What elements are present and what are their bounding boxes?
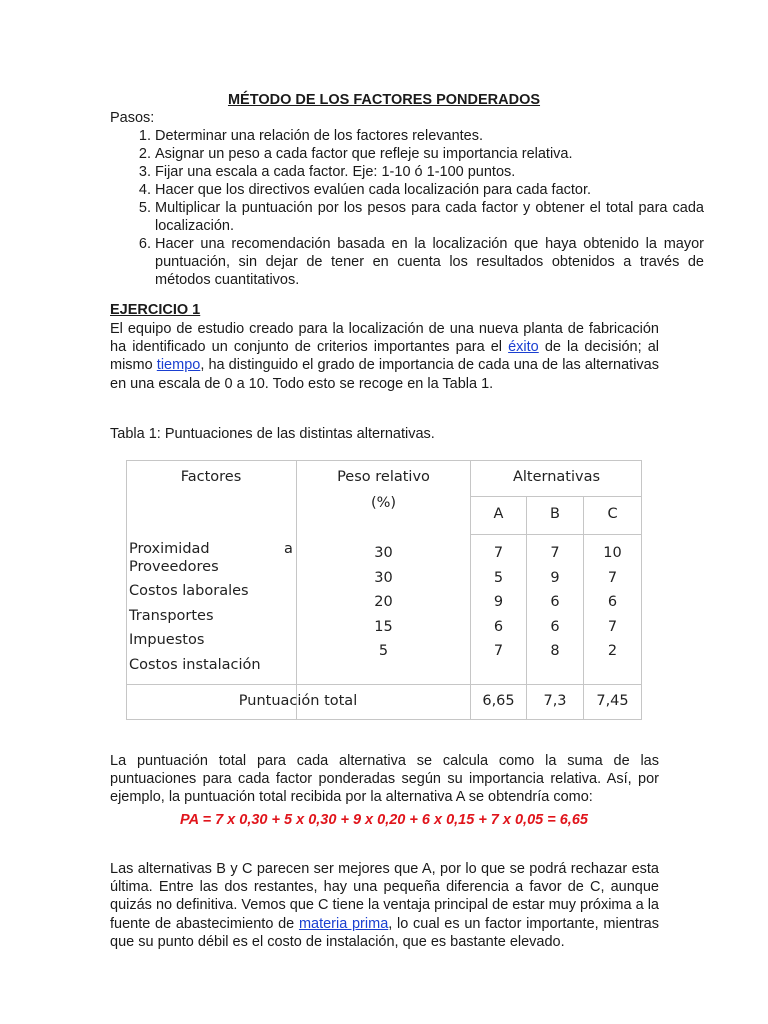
weight-value: 30 <box>374 569 393 586</box>
header-alt-a: A <box>493 506 504 522</box>
factor-name: Transportes <box>129 608 214 624</box>
score-b: 6 <box>550 618 560 635</box>
factor-name-part: Proveedores <box>129 559 219 575</box>
weight-value: 30 <box>374 545 393 561</box>
header-peso: Peso relativo <box>337 469 430 485</box>
score-b: 9 <box>550 569 560 586</box>
paragraph-text: , ha distinguido el grado de importancia de cada una de las alternativas en una escala de 0 a 10. Todo esto se recoge en la Tabla 1. <box>110 357 659 392</box>
score-b: 8 <box>550 643 560 659</box>
link-materia-prima[interactable]: materia prima <box>298 915 389 932</box>
paragraph-text: El equipo de estudio creado para la localización de una nueva planta de fabricación ha identificado un conjunto de criterios importantes para el <box>110 321 659 356</box>
paragraph-text: , lo cual es un factor importante, mientras que su punto débil es el costo de instalación, que es bastante elevado. <box>110 915 659 950</box>
link-exito[interactable]: éxito <box>508 339 539 356</box>
conclusion-paragraph <box>110 860 659 951</box>
weights-column <box>297 541 470 664</box>
scores-a-column <box>471 541 526 664</box>
scores-c-column <box>584 541 641 664</box>
factor-name: Costos instalación <box>129 657 261 673</box>
score-b: 7 <box>550 545 560 561</box>
step-item: 3. Fijar una escala a cada factor. Eje: 1-10 ó 1-100 puntos. <box>155 163 704 181</box>
steps-list <box>110 127 704 289</box>
formula: PA = 7 x 0,30 + 5 x 0,30 + 9 x 0,20 + 6 x 0,15 + 7 x 0,05 = 6,65 <box>180 812 588 828</box>
total-label: Puntuación total <box>238 693 358 709</box>
step-item: 6. Hacer una recomendación basada en la localización que haya obtenido la mayor puntuación, sin dejar de tener en cuenta los resultados obtenidos a través de métodos cuantitativos. <box>155 235 704 289</box>
step-item: 5. Multiplicar la puntuación por los pesos para cada factor y obtener el total para cada localización. <box>155 199 704 235</box>
explanation-paragraph: La puntuación total para cada alternativa se calcula como la suma de las puntuaciones para cada factor ponderadas según su importancia relativa. Así, por ejemplo, la puntuación total recibida por la alternativa A se obtendría como: <box>110 753 659 806</box>
factor-name: Proximidad <box>129 541 210 557</box>
score-b: 6 <box>550 594 560 610</box>
score-a: 7 <box>493 643 504 659</box>
step-item: 2. Asignar un peso a cada factor que refleje su importancia relativa. <box>155 145 704 163</box>
total-a: 6,65 <box>482 693 515 709</box>
score-a: 7 <box>493 545 504 561</box>
score-a: 9 <box>493 594 504 610</box>
exercise-paragraph <box>110 320 659 393</box>
weight-value: 15 <box>374 618 393 635</box>
score-c: 2 <box>607 643 618 659</box>
score-a: 5 <box>493 569 504 586</box>
link-tiempo[interactable]: tiempo <box>156 357 201 374</box>
scores-b-column <box>527 541 583 664</box>
factor-name-part: a <box>284 541 293 557</box>
score-c: 7 <box>607 569 618 586</box>
factor-name: Impuestos <box>129 632 205 648</box>
weight-value: 5 <box>378 643 389 659</box>
step-item: 4. Hacer que los directivos evalúen cada localización para cada factor. <box>155 181 704 199</box>
document-title: MÉTODO DE LOS FACTORES PONDERADOS <box>227 92 541 108</box>
score-c: 10 <box>603 545 622 561</box>
step-item: 1. Determinar una relación de los factores relevantes. <box>155 127 704 145</box>
header-factores: Factores <box>180 469 242 485</box>
paragraph-text: de la decisión; al mismo <box>110 339 659 374</box>
header-alternativas: Alternativas <box>512 469 601 485</box>
total-c: 7,45 <box>596 693 629 709</box>
header-alt-c: C <box>607 506 618 522</box>
score-c: 6 <box>607 594 618 610</box>
exercise-title: EJERCICIO 1 <box>110 302 201 318</box>
table-caption: Tabla 1: Puntuaciones de las distintas alternativas. <box>110 426 435 442</box>
total-b: 7,3 <box>543 693 567 709</box>
header-alt-b: B <box>550 506 560 522</box>
header-peso-unit: (%) <box>370 495 397 511</box>
score-a: 6 <box>493 618 504 635</box>
steps-label: Pasos: <box>110 110 155 126</box>
factor-name: Costos laborales <box>129 583 249 599</box>
paragraph-text: Las alternativas B y C parecen ser mejores que A, por lo que se podrá rechazar esta última. Entre las dos restantes, hay una pequeña diferencia a favor de C, aunque quizás no definitiva. Vemos que C tiene la ventaja principal de estar muy próxima a la fuente de abastecimiento de <box>110 861 659 932</box>
score-c: 7 <box>607 618 618 635</box>
scores-table <box>126 460 642 720</box>
weight-value: 20 <box>374 594 393 610</box>
